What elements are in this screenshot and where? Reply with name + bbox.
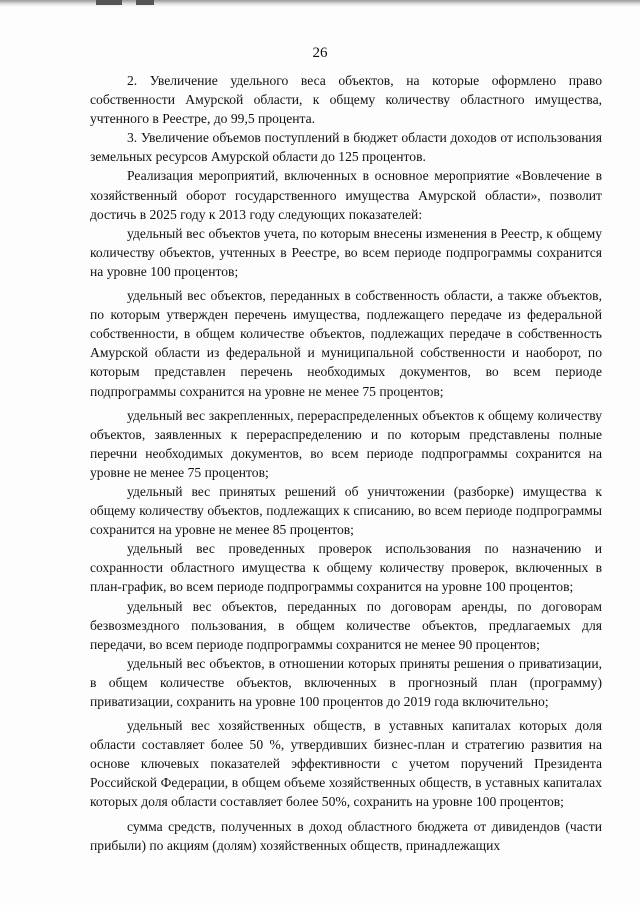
- paragraph: удельный вес объектов учета, по которым внесены изменения в Реестр, к общему количеству объектов, учтенных в Реестре, во всем периоде подпрограммы сохранится на уровне 100 процентов;: [90, 225, 602, 279]
- paragraph: 3. Увеличение объемов поступлений в бюджет области доходов от использования земельных ресурсов Амурской области до 125 процентов.: [90, 130, 602, 165]
- paragraph: удельный вес принятых решений об уничтожении (разборке) имущества к общему количеству объектов, подлежащих к списанию, во всем периоде подпрограммы сохранится на уровне не менее 85 процентов;: [90, 483, 602, 538]
- scan-artifact: [96, 0, 122, 5]
- paragraph: удельный вес объектов, в отношении которых приняты решения о приватизации, в общем количестве объектов, включенных в прогнозный план (программу) приватизации, сохранить на уровне 100 процентов до 2019 года включительно;: [90, 655, 602, 709]
- paragraph: Реализация мероприятий, включенных в основное мероприятие «Вовлечение в хозяйственный оборот государственного имущества Амурской области», позволит достичь в 2025 году к 2013 году следующих показателей:: [90, 168, 602, 222]
- paragraph: удельный вес проведенных проверок использования по назначению и сохранности областного имущества к общему количеству проверок, включенных в план-график, во всем периоде подпрограммы сохранится на уровне 100 процентов;: [90, 541, 602, 595]
- paragraph: удельный вес объектов, переданных по договорам аренды, по договорам безвозмездного пользования, в общем количестве объектов, предлагаемых для передачи, во всем периоде подпрограммы сохранится не менее 90 процентов;: [90, 598, 602, 652]
- paragraph: удельный вес закрепленных, перераспределенных объектов к общему количеству объектов, заявленных к перераспределению и по которым представлены полные перечни необходимых документов, во всем периоде подпрограммы сохранится на уровне не менее 75 процентов;: [90, 407, 602, 480]
- paragraph: удельный вес объектов, переданных в собственность области, а также объектов, по которым утвержден перечень имущества, подлежащего передаче из федеральной собственности, в общем количестве объектов, подлежащих передаче в собственность Амурской области из федеральной и муниципальной собственности и наоборот, по которым представлен перечень необходимых документов, во всем периоде подпрограммы сохранится на уровне не менее 75 процентов;: [90, 288, 602, 399]
- paragraph: 2. Увеличение удельного веса объектов, на которые оформлено право собственности Амурской области, к общему количеству областного имущества, учтенного в Реестре, до 99,5 процента.: [90, 73, 602, 127]
- scan-artifact: [136, 0, 154, 5]
- paragraph: удельный вес хозяйственных обществ, в уставных капиталах которых доля области составляет более 50 %, утвердивших бизнес-план и стратегию развития на основе ключевых показателей эффективности с учетом поручений Президента Российской Федерации, в общем объеме хозяйственных обществ, в уставных капиталах которых доля области составляет более 50%, сохранить на уровне 100 процентов;: [90, 718, 602, 810]
- paragraph: сумма средств, полученных в доход областного бюджета от дивидендов (части прибыли) по акциям (долям) хозяйственных обществ, принадлежащих: [90, 818, 602, 853]
- page-number: 26: [312, 45, 328, 61]
- document-body: [90, 71, 602, 855]
